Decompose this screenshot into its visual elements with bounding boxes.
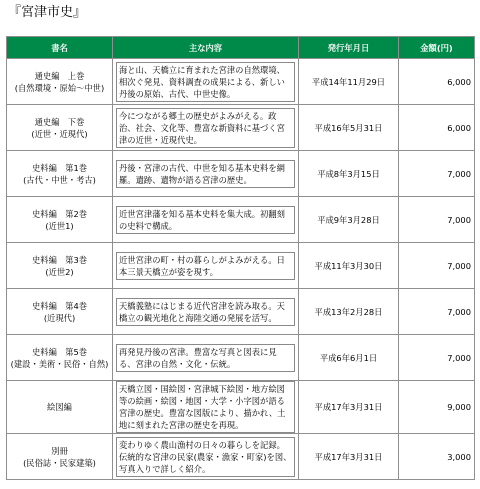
- content-text: 変わりゆく農山漁村の日々の暮らしを記録。伝統的な宮津の民家(農家・漁家・町家)を図、写真入りで詳しく紹介。: [116, 437, 295, 477]
- content-text: 天橋立図・国絵図・宮津城下絵図・地方絵図等の絵画・絵図・地図・大学・小字図が語る宮津の歴史。豊富な図版により、描かれ、土地に刻まれた宮津の歴史を再現。: [116, 381, 295, 433]
- publish-date: 平成14年11月29日: [299, 59, 399, 105]
- price: 3,000: [399, 434, 475, 480]
- content-cell: [113, 434, 299, 480]
- price: 7,000: [399, 335, 475, 381]
- price: 7,000: [399, 289, 475, 335]
- table-header-row: [7, 37, 475, 59]
- publish-date: 平成13年2月28日: [299, 289, 399, 335]
- content-cell: [113, 105, 299, 151]
- content-text: 丹後・宮津の古代、中世を知る基本史料を網羅。遺跡、遺物が語る宮津の歴史。: [116, 160, 295, 188]
- content-text: 再発見丹後の宮津。豊富な写真と図表に見る、宮津の自然・文化・伝統。: [116, 344, 295, 372]
- table-row: [7, 151, 475, 197]
- price: 7,000: [399, 197, 475, 243]
- content-text: 天橋義塾にはじまる近代宮津を読み取る。天橋立の観光地化と海陸交通の発展を活写。: [116, 298, 295, 326]
- book-name-cell: [7, 335, 113, 381]
- book-name-cell: [7, 289, 113, 335]
- content-cell: [113, 151, 299, 197]
- book-name-cell: [7, 243, 113, 289]
- book-name-cell: [7, 105, 113, 151]
- content-cell: [113, 381, 299, 434]
- content-text: 近世宮津の町・村の暮らしがよみがえる。日本三景天橋立が姿を現す。: [116, 252, 295, 280]
- publish-date: 平成17年3月31日: [299, 381, 399, 434]
- book-name: 史料編 第1巻: [31, 162, 88, 173]
- table-row: [7, 243, 475, 289]
- book-name-cell: [7, 197, 113, 243]
- price: 9,000: [399, 381, 475, 434]
- content-cell: [113, 59, 299, 105]
- book-name-cell: [7, 151, 113, 197]
- content-cell: [113, 197, 299, 243]
- content-text: 海と山、天橋立に育まれた宮津の自然環境、相次ぐ発見、資料調査の成果による、新しい丹後の原始、古代、中世史像。: [116, 62, 295, 102]
- book-subtitle: (近世・近現代): [31, 128, 88, 139]
- book-name: 通史編 上巻: [34, 70, 85, 81]
- header-price: 金額(円): [399, 37, 475, 59]
- table-row: [7, 289, 475, 335]
- publish-date: 平成9年3月28日: [299, 197, 399, 243]
- page-title: 『宮津市史』: [8, 5, 87, 20]
- header-name: 書名: [7, 37, 113, 59]
- price: 6,000: [399, 59, 475, 105]
- book-subtitle: (民俗誌・民家建築): [23, 457, 96, 468]
- book-subtitle: (近世1): [45, 220, 74, 231]
- book-name: 史料編 第2巻: [31, 208, 88, 219]
- price: 7,000: [399, 243, 475, 289]
- table-row: [7, 197, 475, 243]
- publish-date: 平成11年3月30日: [299, 243, 399, 289]
- table-row: [7, 59, 475, 105]
- table-row: [7, 335, 475, 381]
- table-body: [7, 59, 475, 480]
- publication-table: [6, 36, 475, 480]
- content-text: 今につながる郷土の歴史がよみがえる。政治、社会、文化等、豊富な新資料に基づく宮津の近世・近現代史。: [116, 108, 295, 148]
- book-name: 通史編 下巻: [34, 116, 85, 127]
- book-name: 絵図編: [47, 402, 72, 412]
- price: 7,000: [399, 151, 475, 197]
- header-content: 主な内容: [113, 37, 299, 59]
- book-subtitle: (建設・美術・民俗・自然): [10, 358, 109, 369]
- publish-date: 平成6年6月1日: [299, 335, 399, 381]
- book-name: 史料編 第4巻: [31, 300, 88, 311]
- price: 6,000: [399, 105, 475, 151]
- content-cell: [113, 335, 299, 381]
- publish-date: 平成16年5月31日: [299, 105, 399, 151]
- publish-date: 平成17年3月31日: [299, 434, 399, 480]
- book-subtitle: (近世2): [45, 266, 74, 277]
- table-row: [7, 434, 475, 480]
- publish-date: 平成8年3月15日: [299, 151, 399, 197]
- book-name: 史料編 第3巻: [31, 254, 88, 265]
- book-name: 別冊: [51, 445, 68, 456]
- book-name-cell: [7, 434, 113, 480]
- book-name-cell: [7, 381, 113, 434]
- content-cell: [113, 289, 299, 335]
- book-name: 史料編 第5巻: [31, 346, 88, 357]
- book-subtitle: (自然環境・原始～中世): [14, 82, 105, 93]
- book-subtitle: (古代・中世・考古): [23, 174, 96, 185]
- book-subtitle: (近現代): [43, 312, 76, 323]
- content-text: 近世宮津藩を知る基本史料を集大成。初翻刻の史料で構成。: [116, 206, 295, 234]
- table-row: [7, 105, 475, 151]
- header-date: 発行年月日: [299, 37, 399, 59]
- book-name-cell: [7, 59, 113, 105]
- content-cell: [113, 243, 299, 289]
- table-row: [7, 381, 475, 434]
